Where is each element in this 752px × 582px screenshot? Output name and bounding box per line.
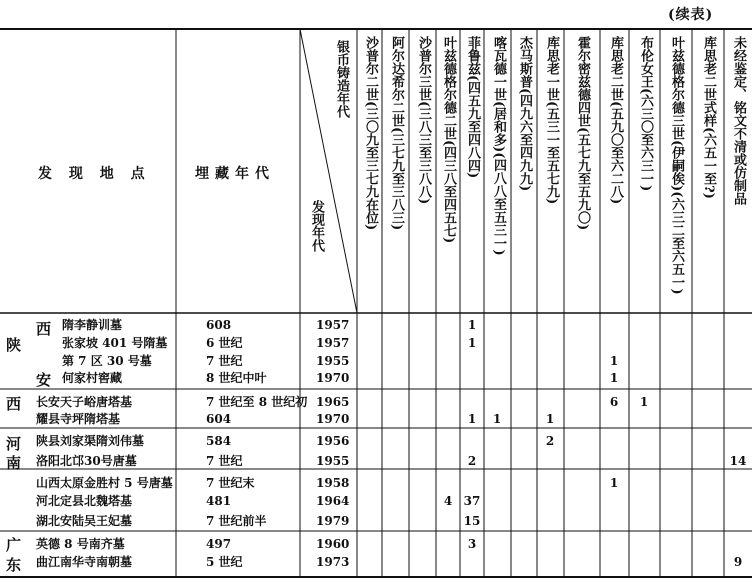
province-label: 东 (6, 556, 22, 574)
found-year: 1958 (316, 476, 350, 490)
burial-date: 7 世纪 (206, 354, 243, 368)
found-year: 1970 (316, 412, 350, 426)
found-year: 1955 (316, 354, 350, 368)
burial-date: 7 世纪末 (206, 476, 255, 490)
burial-date: 7 世纪 (206, 454, 243, 468)
site-name: 第 7 区 30 号墓 (62, 354, 152, 368)
province-label: 陕 (6, 336, 22, 354)
coin-header: 霍尔密兹德四世(五七九至五九〇) (575, 36, 590, 231)
burial-date: 608 (206, 318, 232, 332)
header-location: 发 现 地 点 (38, 166, 151, 182)
found-year: 1964 (316, 494, 350, 508)
burial-date: 8 世纪中叶 (206, 371, 267, 385)
coin-header: 菲鲁兹(四五九至四八四) (465, 36, 480, 179)
site-name: 洛阳北邙30号唐墓 (36, 454, 137, 468)
site-name: 英德 8 号南齐墓 (36, 537, 125, 551)
found-year: 1970 (316, 371, 350, 385)
coin-count: 2 (545, 434, 555, 448)
header-burial-date: 埋藏年代 (195, 166, 275, 182)
site-name: 长安天子峪唐塔基 (36, 395, 133, 409)
coin-header: 库思老一世(五三一至五七九) (544, 36, 559, 205)
coin-header: 阿尔达希尔二世(三七九至三八三) (389, 36, 404, 231)
coin-count: 1 (492, 412, 502, 426)
coin-count: 1 (467, 336, 477, 350)
found-year: 1979 (316, 514, 350, 528)
site-name: 耀县寺坪隋塔基 (36, 412, 121, 426)
found-year: 1957 (316, 318, 350, 332)
city-label: 安 (36, 371, 52, 389)
site-name: 曲江南华寺南朝墓 (36, 555, 133, 569)
found-year: 1957 (316, 336, 350, 350)
coin-header: 沙普尔二世(三〇九至三七九在位) (363, 36, 378, 231)
burial-date: 5 世纪 (206, 555, 243, 569)
found-year: 1960 (316, 537, 350, 551)
province-label: 广 (6, 536, 22, 554)
coin-header: 杰马斯普(四九六至四九九) (517, 36, 532, 192)
coin-count: 4 (443, 494, 453, 508)
coin-count: 1 (609, 371, 619, 385)
coin-count: 1 (467, 412, 477, 426)
burial-date: 6 世纪 (206, 336, 243, 350)
site-name: 湖北安陆吴王妃墓 (36, 514, 133, 528)
coin-count: 1 (545, 412, 555, 426)
coin-header: 未经鉴定、铭文不清或仿制品 (731, 36, 746, 205)
coin-header: 库思老二世(五九〇至六二八) (608, 36, 623, 205)
continued-label: (续表) (668, 7, 714, 23)
coin-count: 2 (467, 454, 477, 468)
site-name: 何家村窖藏 (62, 371, 123, 385)
site-name: 陕县刘家渠隋刘伟墓 (36, 434, 145, 448)
header-corner-found-date: 发现年代 (309, 200, 324, 252)
coin-count: 14 (729, 454, 747, 468)
coin-header: 库思老二世式样(六五一至?) (701, 36, 716, 199)
coin-header: 布伦女王(六三〇至六三一) (638, 36, 653, 192)
coin-count: 1 (639, 395, 649, 409)
site-name: 河北定县北魏塔基 (36, 494, 133, 508)
coin-header: 沙普尔三世(三八三至三八八) (416, 36, 431, 205)
header-corner-coin-date: 银币铸造年代 (334, 40, 349, 118)
found-year: 1965 (316, 395, 350, 409)
burial-date: 584 (206, 434, 232, 448)
province-label: 南 (6, 454, 22, 472)
burial-date: 497 (206, 537, 232, 551)
coin-count: 9 (733, 555, 743, 569)
found-year: 1956 (316, 434, 350, 448)
coin-header: 叶兹德格尔德三世(伊嗣俟)(六三二至六五一) (669, 36, 684, 295)
coin-count: 1 (467, 318, 477, 332)
site-name: 张家坡 401 号隋墓 (62, 336, 168, 350)
city-label: 西 (36, 320, 52, 338)
burial-date: 7 世纪至 8 世纪初 (206, 395, 308, 409)
burial-date: 604 (206, 412, 232, 426)
coin-count: 3 (467, 537, 477, 551)
coin-count: 6 (609, 395, 619, 409)
coin-count: 1 (609, 476, 619, 490)
coin-count: 15 (463, 514, 481, 528)
coin-header: 喀瓦德一世(居和多)(四八八至五三一) (491, 36, 506, 256)
coin-count: 37 (463, 494, 481, 508)
province-label: 河 (6, 435, 22, 453)
found-year: 1973 (316, 555, 350, 569)
burial-date: 7 世纪前半 (206, 514, 267, 528)
coin-header: 叶兹德格尔德二世(四三八至四五七) (441, 36, 456, 244)
found-year: 1955 (316, 454, 350, 468)
coin-count: 1 (609, 354, 619, 368)
site-name: 山西太原金胜村 5 号唐墓 (36, 476, 173, 490)
burial-date: 481 (206, 494, 232, 508)
province-label: 西 (6, 395, 22, 413)
site-name: 隋李静训墓 (62, 318, 123, 332)
